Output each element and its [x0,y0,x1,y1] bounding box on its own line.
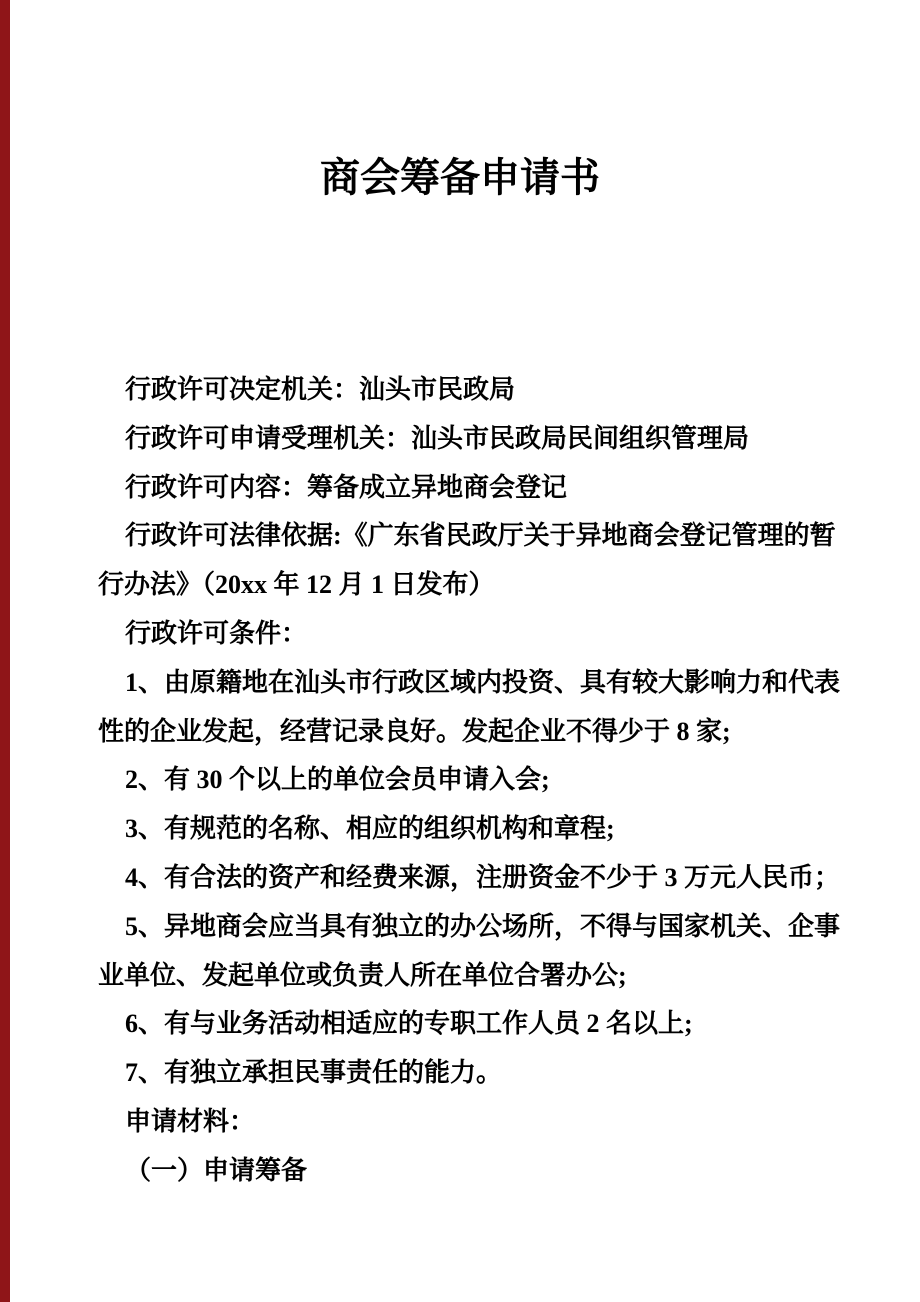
text-line: 行政许可决定机关：汕头市民政局 [125,375,516,404]
text-line: 行办法》（20xx 年 12 月 1 日发布） [98,570,495,600]
text-line: 业单位、发起单位或负责人所在单位合署办公; [98,960,627,990]
text-line: 7、有独立承担民事责任的能力。 [125,1058,503,1088]
text-line: 行政许可法律依据:《广东省民政厅关于异地商会登记管理的暂 [125,521,836,551]
document-title: 商会筹备申请书 [320,154,600,200]
text-line: 2、有 30 个以上的单位会员申请入会; [125,765,550,795]
text-line: 5、异地商会应当具有独立的办公场所，不得与国家机关、企事 [125,911,841,941]
text-line: 性的企业发起，经营记录良好。发起企业不得少于 8 家; [98,716,731,746]
text-line: 申请材料： [125,1106,256,1136]
text-line: 6、有与业务活动相适应的专职工作人员 2 名以上; [125,1009,693,1039]
text-line: 3、有规范的名称、相应的组织机构和章程; [125,814,615,844]
text-line: 行政许可条件： [125,618,308,648]
text-line: 4、有合法的资产和经费来源，注册资金不少于 3 万元人民币； [125,862,841,892]
text-line: （一）申请筹备 [125,1155,308,1185]
text-line: 行政许可申请受理机关：汕头市民政局民间组织管理局 [125,423,750,453]
document-body [98,366,858,1196]
text-line: 1、由原籍地在汕头市行政区域内投资、具有较大影响力和代表 [125,667,841,697]
text-line: 行政许可内容：筹备成立异地商会登记 [125,472,568,502]
